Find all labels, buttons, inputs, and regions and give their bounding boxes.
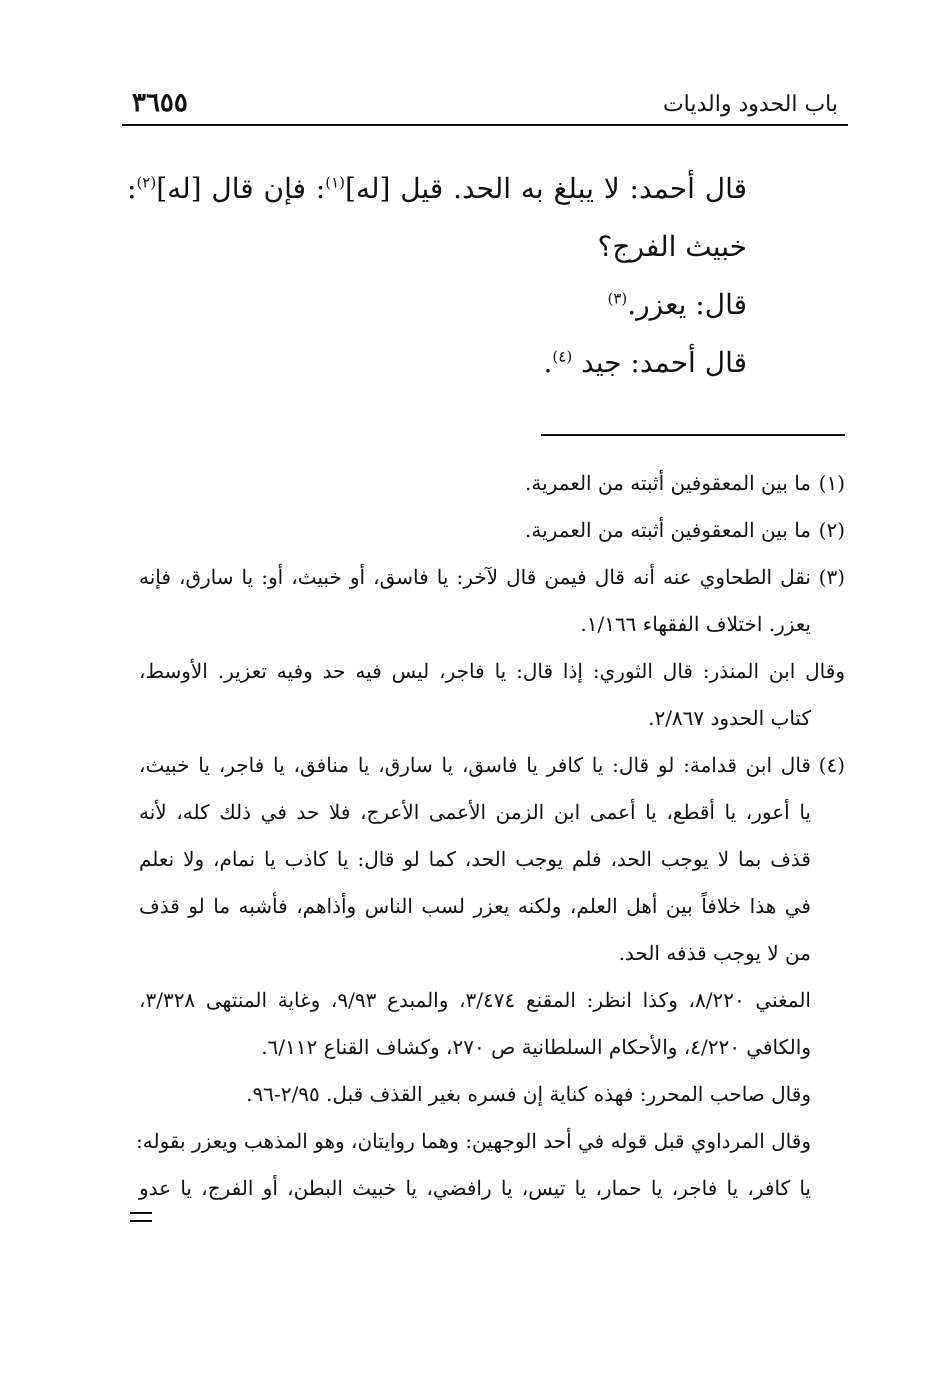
footnote-3 — [139, 554, 845, 601]
footnote-line: يا أعور، يا أقطع، يا أعمى ابن الزمن الأعمى الأعرج، فلا حد في ذلك كله، لأنه — [139, 800, 811, 824]
footnote-separator — [541, 434, 845, 436]
footnote-line: قذف بما لا يوجب الحد، فلم يوجب الحد، كما لو قال: يا كاذب يا نمام، ولا نعلم — [139, 847, 811, 871]
footnote-text: ما بين المعقوفين أثبته من العمرية. — [525, 471, 811, 495]
footnote-line: كتاب الحدود ٢/٨٦٧. — [648, 706, 811, 730]
footnote-line: يا كافر، يا فاجر، يا حمار، يا تيس، يا رافضي، يا خبيث البطن، أو الفرج، يا عدو — [139, 1176, 811, 1200]
footnotes — [136, 460, 845, 1212]
footnote-1 — [139, 460, 845, 507]
footnote-line: المغني ٨/٢٢٠، وكذا انظر: المقنع ٣/٤٧٤، والمبدع ٩/٩٣، وغاية المنتهى ٣/٣٢٨، — [139, 988, 811, 1012]
main-text — [127, 160, 747, 392]
footnote-4 — [139, 742, 845, 789]
footnote-ref: (٤) — [552, 347, 573, 366]
footnote-number: (٣) — [818, 565, 845, 589]
footnote-number: (١) — [818, 471, 845, 495]
main-text-segment: : فإن قال [له] — [156, 172, 326, 205]
footnote-line: وقال المرداوي قبل قوله في أحد الوجهين: وهما روايتان، وهو المذهب ويعزر بقوله: — [136, 1129, 811, 1153]
footnote-line: في هذا خلافاً بين أهل العلم، ولكنه يعزر لسب الناس وأذاهم، فأشبه ما لو قذف — [139, 894, 811, 918]
footnote-line: والكافي ٤/٢٢٠، والأحكام السلطانية ص ٢٧٠، وكشاف القناع ٦/١١٢. — [261, 1035, 811, 1059]
main-text-segment: قال أحمد: جيد — [581, 346, 747, 379]
page-header — [122, 84, 848, 126]
footnote-2 — [139, 507, 845, 554]
main-text-line — [127, 334, 747, 392]
footnote-ref: (١) — [325, 173, 346, 192]
main-text-line — [127, 160, 747, 218]
chapter-title: باب الحدود والديات — [662, 92, 838, 117]
footnote-text: ما بين المعقوفين أثبته من العمرية. — [525, 518, 811, 542]
main-text-segment: قال أحمد: لا يبلغ به الحد. قيل [له] — [345, 172, 747, 205]
footnote-number: (٢) — [818, 518, 845, 542]
main-text-segment: قال: يعزر. — [627, 288, 747, 321]
main-text-segment: : — [127, 172, 137, 205]
footnote-text: نقل الطحاوي عنه أنه قال فيمن قال لآخر: يا فاسق، أو خبيث، أو: يا سارق، فإنه — [139, 565, 811, 589]
footnote-line: وقال ابن المنذر: قال الثوري: إذا قال: يا فاجر، ليس فيه حد وفيه تعزير. الأوسط، — [139, 659, 845, 683]
main-text-line — [127, 218, 747, 276]
main-text-segment: . — [543, 346, 553, 379]
footnote-text: قال ابن قدامة: لو قال: يا كافر يا فاسق، يا سارق، يا منافق، يا فاجر، يا خبيث، — [139, 753, 811, 777]
footnote-ref: (٢) — [136, 173, 157, 192]
footnote-number: (٤) — [818, 753, 845, 777]
main-text-line — [127, 276, 747, 334]
page-number: ٣٦٥٥ — [132, 88, 188, 118]
footnote-line: يعزر. اختلاف الفقهاء ١/١٦٦. — [580, 612, 811, 636]
footnote-ref: (٣) — [607, 289, 628, 308]
continuation-mark — [130, 1212, 152, 1222]
main-text-segment: خبيث الفرج؟ — [597, 230, 747, 263]
footnote-line: وقال صاحب المحرر: فهذه كناية إن فسره بغير القذف قبل. ٢/٩٥-٩٦. — [246, 1082, 811, 1106]
footnote-line: من لا يوجب قذفه الحد. — [618, 941, 811, 965]
